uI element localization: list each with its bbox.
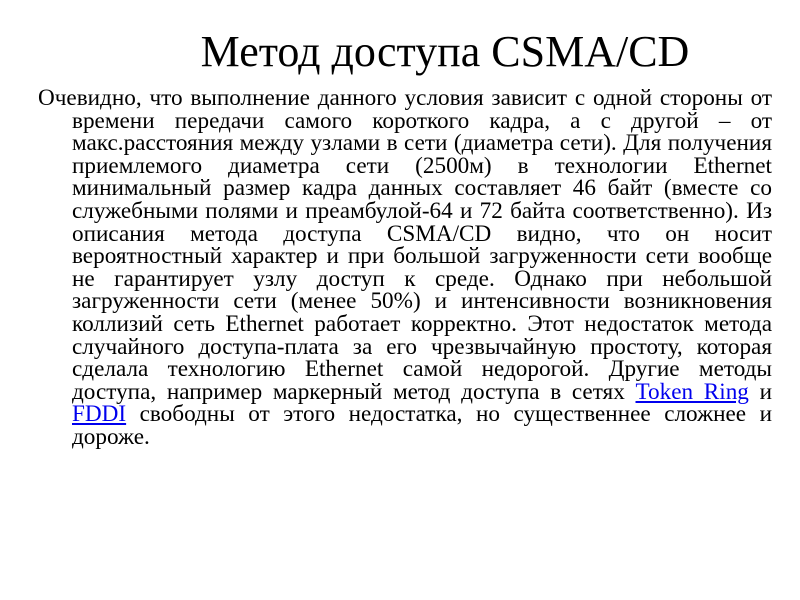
body-paragraph — [38, 87, 772, 449]
fddi-link[interactable]: FDDI — [72, 401, 127, 428]
token-ring-link[interactable]: Token Ring — [635, 378, 749, 405]
body-text-part-3: свободны от этого недостатка, но существеннее сложнее и дороже. — [72, 401, 772, 450]
body-text-part-1: Очевидно, что выполнение данного условия зависит с одной стороны от времени передачи самого короткого кадра, а с другой – от макс.расстояния между узлами в сети (диаметра сети). Для получения приемлемого диаметра сети (2500м) в технологии Ethernet минимальный размер кадра данных составляет 46 байт (вместе со служебными полями и преамбулой-64 и 72 байта соответственно). Из описания метода доступа CSMA/CD видно, что он носит вероятностный характер и при большой загруженности сети вообще не гарантирует узлу доступ к среде. Однако при небольшой загруженности сети (менее 50%) и интенсивности возникновения коллизий сеть Ethernet работает корректно. Этот недостаток метода случайного доступа-плата за его чрезвычайную простоту, которая сделала технологию Ethernet самой недорогой. Другие методы доступа, например маркерный метод доступа в сетях — [38, 85, 772, 405]
body-text-part-2: и — [748, 378, 772, 405]
slide-title: Метод доступа CSMA/CD — [200, 27, 690, 76]
slide-body — [38, 87, 772, 449]
